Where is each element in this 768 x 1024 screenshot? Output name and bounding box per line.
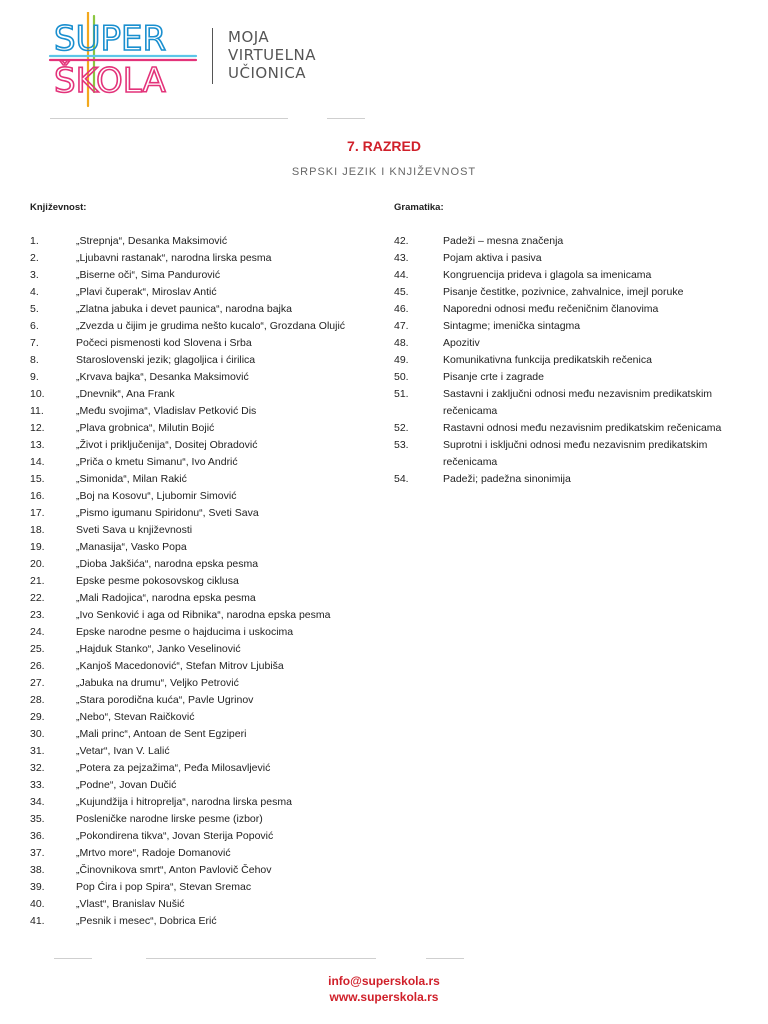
item-number: 47. <box>394 320 409 332</box>
item-text: „Krvava bajka“, Desanka Maksimović <box>76 371 249 383</box>
item-text: „Podne“, Jovan Dučić <box>76 779 177 791</box>
list-item <box>394 318 764 335</box>
item-text: Epske pesme pokosovskog ciklusa <box>76 575 239 587</box>
item-text: „Jabuka na drumu“, Veljko Petrović <box>76 677 239 689</box>
item-text: „Ljubavni rastanak“, narodna lirska pesma <box>76 252 272 264</box>
list-item <box>394 437 764 471</box>
list-item <box>30 845 370 862</box>
item-text: „Plavi čuperak“, Miroslav Antić <box>76 286 217 298</box>
superskola-logo <box>48 12 198 108</box>
item-text: „Plava grobnica“, Milutin Bojić <box>76 422 215 434</box>
logo-tagline <box>228 28 316 82</box>
list-item <box>30 420 370 437</box>
item-text: Sastavni i zaključni odnosi među nezavisnim predikatskim rečenicama <box>443 388 713 417</box>
list-item <box>30 284 370 301</box>
item-number: 44. <box>394 269 409 281</box>
item-number: 21. <box>30 575 45 587</box>
item-number: 1. <box>30 235 39 247</box>
item-number: 31. <box>30 745 45 757</box>
item-number: 39. <box>30 881 45 893</box>
item-number: 37. <box>30 847 45 859</box>
subject-title: SRPSKI JEZIK I KNJIŽEVNOST <box>291 166 477 178</box>
item-number: 32. <box>30 762 45 774</box>
list-item <box>30 641 370 658</box>
item-number: 28. <box>30 694 45 706</box>
item-text: „Mali Radojica“, narodna epska pesma <box>76 592 256 604</box>
list-item <box>30 267 370 284</box>
grade-title: 7. RAZRED <box>347 138 421 154</box>
item-text: „Kanjoš Macedonović“, Stefan Mitrov Ljubiša <box>76 660 284 672</box>
item-number: 13. <box>30 439 45 451</box>
list-item <box>30 403 370 420</box>
list-item <box>394 233 764 250</box>
list-item <box>30 488 370 505</box>
list-item <box>30 301 370 318</box>
item-text: Pisanje crte i zagrade <box>443 371 544 383</box>
item-text: Pojam aktiva i pasiva <box>443 252 542 264</box>
list-item <box>30 539 370 556</box>
grammar-heading: Gramatika: <box>394 202 444 213</box>
item-text: „Zvezda u čijim je grudima nešto kucalo“, Grozdana Olujić <box>76 320 346 332</box>
list-item <box>394 335 764 352</box>
item-number: 53. <box>394 439 409 451</box>
item-number: 7. <box>30 337 39 349</box>
item-number: 22. <box>30 592 45 604</box>
list-item <box>394 369 764 386</box>
item-text: „Nebo“, Stevan Raičković <box>76 711 195 723</box>
item-number: 18. <box>30 524 45 536</box>
item-number: 36. <box>30 830 45 842</box>
item-text: „Među svojima“, Vladislav Petković Dis <box>76 405 257 417</box>
item-number: 12. <box>30 422 45 434</box>
item-text: „Pesnik i mesec“, Dobrica Erić <box>76 915 217 927</box>
item-text: „Priča o kmetu Simanu“, Ivo Andrić <box>76 456 238 468</box>
list-item <box>30 335 370 352</box>
logo-text-skola: ŠKOLA <box>54 61 166 101</box>
item-number: 24. <box>30 626 45 638</box>
item-text: Suprotni i isključni odnosi među nezavisnim predikatskim rečenicama <box>443 439 708 468</box>
item-text: Pop Ćira i pop Spira“, Stevan Sremac <box>76 881 252 893</box>
list-item <box>30 709 370 726</box>
item-text: „Ivo Senković i aga od Ribnika“, narodna epska pesma <box>76 609 331 621</box>
item-text: „Pismo igumanu Spiridonu“, Sveti Sava <box>76 507 259 519</box>
footer-website[interactable]: www.superskola.rs <box>329 990 439 1004</box>
list-item <box>30 896 370 913</box>
list-item <box>30 522 370 539</box>
list-item <box>394 471 764 488</box>
item-number: 43. <box>394 252 409 264</box>
item-text: Posleničke narodne lirske pesme (izbor) <box>76 813 263 825</box>
item-text: „Vlast“, Branislav Nušić <box>76 898 185 910</box>
logo-text-super: SUPER <box>54 19 167 59</box>
item-text: „Dioba Jakšića“, narodna epska pesma <box>76 558 259 570</box>
item-text: „Pokondirena tikva“, Jovan Sterija Popović <box>76 830 274 842</box>
tagline-line: UČIONICA <box>228 64 307 82</box>
list-item <box>30 862 370 879</box>
item-number: 19. <box>30 541 45 553</box>
list-item <box>30 607 370 624</box>
list-item <box>30 726 370 743</box>
item-number: 8. <box>30 354 39 366</box>
item-number: 4. <box>30 286 39 298</box>
item-number: 23. <box>30 609 45 621</box>
item-number: 2. <box>30 252 39 264</box>
item-text: Naporedni odnosi među rečeničnim članovima <box>443 303 659 315</box>
item-text: „Kujundžija i hitroprelja“, narodna lirska pesma <box>76 796 292 808</box>
list-item <box>30 250 370 267</box>
list-item <box>394 284 764 301</box>
item-number: 54. <box>394 473 409 485</box>
footer-rule-1 <box>54 958 92 959</box>
item-number: 9. <box>30 371 39 383</box>
item-text: „Mali princ“, Antoan de Sent Egziperi <box>76 728 247 740</box>
footer-rule-3 <box>426 958 464 959</box>
item-number: 45. <box>394 286 409 298</box>
list-item <box>394 352 764 369</box>
item-text: „Činovnikova smrt“, Anton Pavlovič Čehov <box>76 864 272 876</box>
item-number: 35. <box>30 813 45 825</box>
tagline-line: MOJA <box>228 28 270 46</box>
list-item <box>30 352 370 369</box>
list-item <box>30 573 370 590</box>
list-item <box>394 267 764 284</box>
item-number: 30. <box>30 728 45 740</box>
list-item <box>30 692 370 709</box>
list-item <box>30 794 370 811</box>
item-text: Staroslovenski jezik; glagoljica i ćirilica <box>76 354 256 366</box>
item-text: Apozitiv <box>443 337 480 349</box>
item-number: 20. <box>30 558 45 570</box>
footer-email[interactable]: info@superskola.rs <box>328 974 440 988</box>
list-item <box>394 301 764 318</box>
list-item <box>394 420 764 437</box>
list-item <box>30 879 370 896</box>
header-rule-right <box>327 118 365 119</box>
list-item <box>30 590 370 607</box>
list-item <box>30 743 370 760</box>
list-item <box>30 556 370 573</box>
item-text: Kongruencija prideva i glagola sa imenicama <box>443 269 652 281</box>
item-number: 5. <box>30 303 39 315</box>
item-number: 46. <box>394 303 409 315</box>
item-number: 29. <box>30 711 45 723</box>
item-number: 49. <box>394 354 409 366</box>
item-text: „Biserne oči“, Sima Pandurović <box>76 269 221 281</box>
item-number: 26. <box>30 660 45 672</box>
list-item <box>30 777 370 794</box>
item-text: Sveti Sava u književnosti <box>76 524 193 536</box>
literature-list <box>30 233 370 930</box>
item-number: 17. <box>30 507 45 519</box>
header-rule-left <box>50 118 288 119</box>
list-item <box>394 386 764 420</box>
item-number: 40. <box>30 898 45 910</box>
item-number: 14. <box>30 456 45 468</box>
item-text: „Strepnja“, Desanka Maksimović <box>76 235 228 247</box>
item-number: 10. <box>30 388 45 400</box>
list-item <box>30 471 370 488</box>
item-text: Epske narodne pesme o hajducima i uskocima <box>76 626 294 638</box>
item-number: 38. <box>30 864 45 876</box>
footer-rule-2 <box>146 958 376 959</box>
item-text: „Manasija“, Vasko Popa <box>76 541 187 553</box>
item-text: „Potera za pejzažima“, Peđa Milosavljević <box>76 762 271 774</box>
item-number: 42. <box>394 235 409 247</box>
item-number: 51. <box>394 388 409 400</box>
item-text: „Mrtvo more“, Radoje Domanović <box>76 847 231 859</box>
list-item <box>30 386 370 403</box>
item-text: „Stara porodična kuća“, Pavle Ugrinov <box>76 694 254 706</box>
item-number: 15. <box>30 473 45 485</box>
list-item <box>30 369 370 386</box>
list-item <box>30 913 370 930</box>
item-text: Komunikativna funkcija predikatskih rečenica <box>443 354 652 366</box>
item-text: „Dnevnik“, Ana Frank <box>76 388 175 400</box>
item-text: „Boj na Kosovu“, Ljubomir Simović <box>76 490 237 502</box>
logo-separator <box>212 28 213 84</box>
item-number: 16. <box>30 490 45 502</box>
list-item <box>30 811 370 828</box>
item-number: 48. <box>394 337 409 349</box>
item-number: 41. <box>30 915 45 927</box>
list-item <box>30 505 370 522</box>
item-text: „Vetar“, Ivan V. Lalić <box>76 745 170 757</box>
item-number: 52. <box>394 422 409 434</box>
item-text: „Život i priključenija“, Dositej Obradović <box>76 439 258 451</box>
list-item <box>30 828 370 845</box>
grammar-list <box>394 233 764 488</box>
item-text: Počeci pismenosti kod Slovena i Srba <box>76 337 252 349</box>
item-text: Sintagme; imenička sintagma <box>443 320 581 332</box>
list-item <box>30 454 370 471</box>
item-number: 27. <box>30 677 45 689</box>
item-number: 25. <box>30 643 45 655</box>
list-item <box>30 675 370 692</box>
tagline-line: VIRTUELNA <box>228 46 316 64</box>
item-number: 33. <box>30 779 45 791</box>
item-number: 50. <box>394 371 409 383</box>
list-item <box>30 233 370 250</box>
item-text: Rastavni odnosi među nezavisnim predikatskim rečenicama <box>443 422 722 434</box>
literature-heading: Književnost: <box>30 202 87 213</box>
list-item <box>30 318 370 335</box>
list-item <box>30 437 370 454</box>
item-text: Padeži – mesna značenja <box>443 235 564 247</box>
list-item <box>394 250 764 267</box>
list-item <box>30 658 370 675</box>
item-text: „Zlatna jabuka i devet paunica“, narodna bajka <box>76 303 292 315</box>
item-number: 34. <box>30 796 45 808</box>
item-text: „Hajduk Stanko“, Janko Veselinović <box>76 643 241 655</box>
item-text: Padeži; padežna sinonimija <box>443 473 571 485</box>
list-item <box>30 760 370 777</box>
item-text: „Simonida“, Milan Rakić <box>76 473 187 485</box>
list-item <box>30 624 370 641</box>
item-number: 11. <box>30 405 44 417</box>
item-text: Pisanje čestitke, pozivnice, zahvalnice, imejl poruke <box>443 286 684 298</box>
item-number: 3. <box>30 269 39 281</box>
item-number: 6. <box>30 320 39 332</box>
